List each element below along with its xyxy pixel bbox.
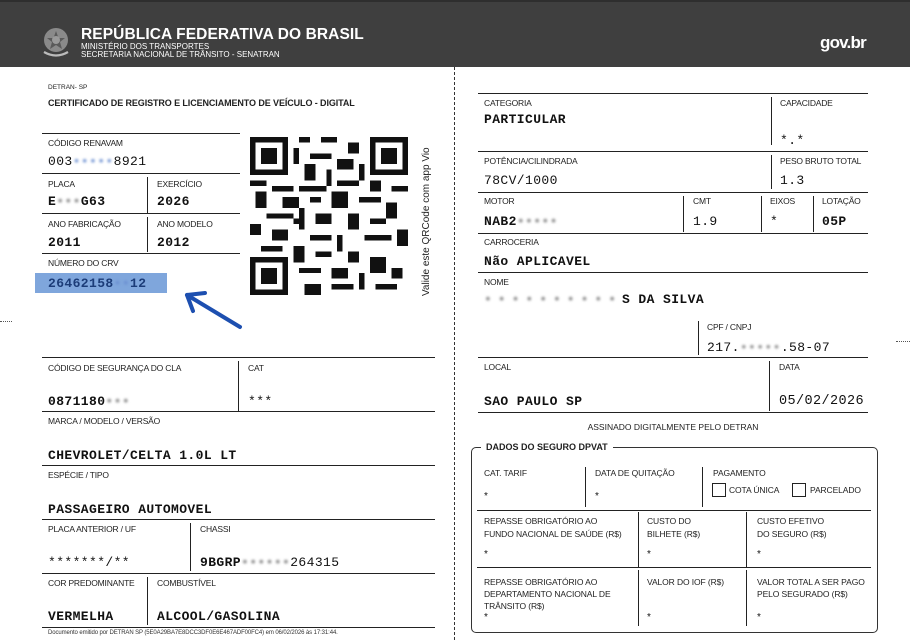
divider [478,233,868,234]
bilhete-value: * [647,549,651,560]
motor-value: NAB2••••• [484,214,558,229]
lotacao-label: LOTAÇÃO [822,196,861,206]
bilhete-label-1: CUSTO DO [647,516,691,526]
pagamento-label: PAGAMENTO [713,468,766,478]
placa-value: E•••G63 [48,194,106,209]
capacidade-value: *.* [780,133,805,148]
divider [147,577,148,625]
divider [638,512,639,568]
crv-value[interactable]: 26462158••12 [48,276,147,291]
bilhete-label-2: BILHETE (R$) [647,529,701,539]
divider [746,512,747,568]
potencia-value: 78CV/1000 [484,173,558,188]
cmt-value: 1.9 [693,214,718,229]
renavam-value: 003•••••8921 [48,154,147,169]
potencia-label: POTÊNCIA/CILINDRADA [484,156,578,166]
divider [42,627,435,628]
divider [478,192,868,193]
divider [42,519,435,520]
right-cut-mark [896,341,910,342]
denatran-label-1: REPASSE OBRIGATÓRIO AO [484,577,598,587]
local-value: SAO PAULO SP [484,394,583,409]
crv-label: NÚMERO DO CRV [48,258,119,268]
marca-value: CHEVROLET/CELTA 1.0L LT [48,448,237,463]
combustivel-label: COMBUSTÍVEL [157,578,216,588]
divider [42,411,435,412]
data-quitacao-value: * [595,491,599,502]
gov-header [0,0,910,67]
placa-anterior-label: PLACA ANTERIOR / UF [48,524,136,534]
cmt-label: CMT [693,196,711,206]
divider [769,361,770,411]
efetivo-label-1: CUSTO EFETIVO [757,516,825,526]
local-label: LOCAL [484,362,511,372]
divider [42,357,435,358]
categoria-label: CATEGORIA [484,98,532,108]
total-label-1: VALOR TOTAL A SER PAGO [757,577,865,587]
chassi-value: 9BGRP••••••264315 [200,555,340,570]
divider [238,361,239,411]
divider [42,465,435,466]
divider [638,570,639,626]
divider [478,93,868,94]
nome-label: NOME [484,277,509,287]
document-title: CERTIFICADO DE REGISTRO E LICENCIAMENTO DE VEÍCULO - DIGITAL [48,98,355,108]
renavam-label: CÓDIGO RENAVAM [48,138,123,148]
ano-fabricacao-value: 2011 [48,235,81,250]
issuer-label: DETRAN- SP [48,84,88,91]
capacidade-label: CAPACIDADE [780,98,833,108]
parcelado-checkbox[interactable] [792,483,806,497]
fns-label-1: REPASSE OBRIGATÓRIO AO [484,516,598,526]
denatran-label-3: TRÂNSITO (R$) [484,601,545,611]
divider [478,272,868,273]
divider [683,196,684,232]
exercicio-value: 2026 [157,194,190,209]
cat-label: CAT [248,363,264,373]
ano-modelo-value: 2012 [157,235,190,250]
data-quitacao-label: DATA DE QUITAÇÃO [595,468,675,478]
placa-label: PLACA [48,179,75,189]
cat-tarif-value: * [484,491,488,502]
total-value: * [757,612,761,623]
placa-anterior-value: *******/** [48,555,131,570]
pointer-arrow-icon [175,285,250,335]
divider [42,253,240,254]
cpf-value: 217.•••••.58-07 [707,340,831,355]
divider [771,97,772,145]
cota-unica-label: COTA ÚNICA [729,485,780,495]
ano-modelo-label: ANO MODELO [157,219,213,229]
ano-fabricacao-label: ANO FABRICAÇÃO [48,219,121,229]
left-cut-mark [0,321,12,322]
divider [42,133,240,134]
carroceria-value: Não APLICAVEL [484,254,591,269]
divider [813,196,814,232]
cpf-label: CPF / CNPJ [707,322,752,332]
total-label-2: PELO SEGURADO (R$) [757,589,848,599]
secretariat-name: SECRETARIA NACIONAL DE TRÂNSITO - SENATRAN [81,50,280,59]
divider [478,151,868,152]
eixos-value: * [770,214,779,229]
cla-label: CÓDIGO DE SEGURANÇA DO CLA [48,363,182,373]
cota-unica-checkbox[interactable] [712,483,726,497]
divider [702,467,703,507]
divider [42,213,240,214]
ministry-name: MINISTÉRIO DOS TRANSPORTES [81,42,210,51]
emission-footnote: Documento emitido por DETRAN SP (5E0A29BA7E8DCC3DF0E6E467ADF00FC4) em 06/02/2026 às 17:31:44. [48,630,338,636]
iof-label: VALOR DO IOF (R$) [647,577,725,587]
divider [42,173,240,174]
republic-title: REPÚBLICA FEDERATIVA DO BRASIL [81,26,364,43]
page-fold-divider [454,67,455,640]
divider [147,177,148,213]
divider [771,155,772,189]
efetivo-value: * [757,549,761,560]
cor-value: VERMELHA [48,609,114,624]
govbr-logo[interactable]: gov.br [820,33,866,52]
data-label: DATA [779,362,800,372]
divider [746,570,747,626]
qr-code[interactable] [250,136,408,296]
marca-label: MARCA / MODELO / VERSÃO [48,416,161,426]
especie-label: ESPÉCIE / TIPO [48,470,109,480]
divider [42,573,435,574]
qr-validation-caption: Valide este QRCode com app Vio [421,147,432,296]
cla-value: 0871180••• [48,394,131,409]
divider [478,412,868,413]
data-value: 05/02/2026 [779,394,865,409]
nome-value: ••••••••••S DA SILVA [484,292,705,307]
carroceria-label: CARROCERIA [484,237,539,247]
divider [585,467,586,507]
lotacao-value: 05P [822,214,847,229]
dpvat-title: DADOS DO SEGURO DPVAT [481,442,613,452]
chassi-label: CHASSI [200,524,231,534]
divider [761,196,762,232]
motor-label: MOTOR [484,196,515,206]
especie-value: PASSAGEIRO AUTOMOVEL [48,502,213,517]
peso-value: 1.3 [780,173,805,188]
efetivo-label-2: DO SEGURO (R$) [757,529,827,539]
divider [477,567,871,568]
divider [478,357,868,358]
digital-signature-note: ASSINADO DIGITALMENTE PELO DETRAN [587,422,759,432]
fns-value: * [484,549,488,560]
eixos-label: EIXOS [770,196,795,206]
cat-value: *** [248,394,273,409]
divider [190,523,191,571]
iof-value: * [647,612,651,623]
categoria-value: PARTICULAR [484,112,567,127]
cat-tarif-label: CAT. TARIF [484,468,527,478]
peso-label: PESO BRUTO TOTAL [780,156,862,166]
denatran-value: * [484,612,488,623]
combustivel-value: ALCOOL/GASOLINA [157,609,281,624]
denatran-label-2: DEPARTAMENTO NACIONAL DE [484,589,611,599]
divider [477,510,871,511]
divider [698,321,699,355]
parcelado-label: PARCELADO [810,485,861,495]
exercicio-label: EXERCÍCIO [157,179,202,189]
divider [147,217,148,252]
fns-label-2: FUNDO NACIONAL DE SAÚDE (R$) [484,529,622,539]
cor-label: COR PREDOMINANTE [48,578,135,588]
coat-of-arms-icon [41,26,71,60]
